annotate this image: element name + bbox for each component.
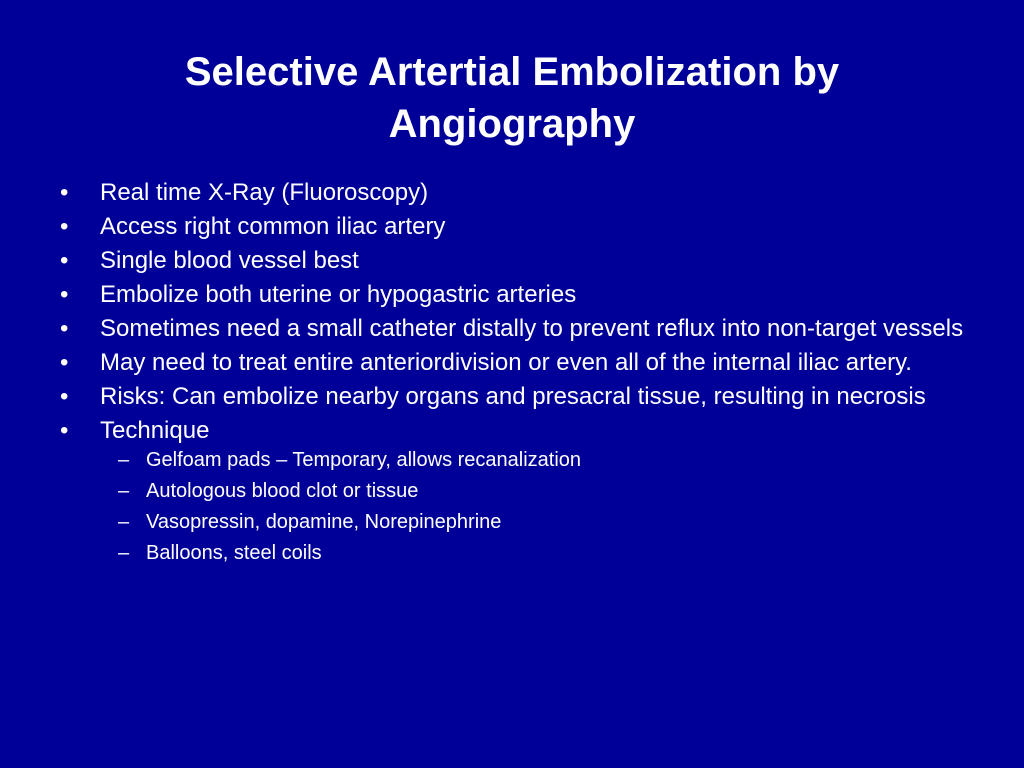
bullet-item xyxy=(58,316,968,341)
bullet-item xyxy=(58,248,968,273)
sub-bullet-text: Autologous blood clot or tissue xyxy=(146,480,419,502)
bullet-item xyxy=(58,384,968,409)
sub-bullet-marker: – xyxy=(118,449,130,471)
bullet-marker: • xyxy=(60,179,69,206)
sub-bullet-marker: – xyxy=(118,542,130,564)
slide-title xyxy=(60,46,964,150)
sub-bullet-item xyxy=(100,510,968,534)
sub-bullet-list xyxy=(100,448,968,565)
bullet-text: Access right common iliac artery xyxy=(100,213,446,240)
sub-bullet-item xyxy=(100,541,968,565)
bullet-marker: • xyxy=(60,417,69,444)
bullet-list xyxy=(58,180,968,565)
sub-bullet-text: Gelfoam pads – Temporary, allows recanalization xyxy=(146,449,582,471)
slide-title-line-1: Selective Artertial Embolization by xyxy=(184,50,840,94)
sub-bullet-item xyxy=(100,479,968,503)
bullet-item xyxy=(58,350,968,375)
bullet-item xyxy=(58,180,968,205)
bullet-item xyxy=(58,282,968,307)
bullet-item xyxy=(58,214,968,239)
bullet-marker: • xyxy=(60,281,69,308)
bullet-text: Embolize both uterine or hypogastric arteries xyxy=(100,281,577,308)
bullet-marker: • xyxy=(60,383,69,410)
sub-bullet-item xyxy=(100,448,968,472)
slide-body xyxy=(58,180,968,574)
sub-bullet-marker: – xyxy=(118,511,130,533)
bullet-text: Sometimes need a small catheter distally to prevent reflux into non-target vessels xyxy=(100,315,964,342)
bullet-text: Single blood vessel best xyxy=(100,247,359,274)
bullet-text: May need to treat entire anteriordivision or even all of the internal iliac artery. xyxy=(100,349,912,376)
bullet-item-technique xyxy=(58,418,968,565)
sub-bullet-text: Balloons, steel coils xyxy=(146,542,322,564)
bullet-marker: • xyxy=(60,247,69,274)
bullet-marker: • xyxy=(60,213,69,240)
bullet-marker: • xyxy=(60,315,69,342)
bullet-text: Risks: Can embolize nearby organs and presacral tissue, resulting in necrosis xyxy=(100,383,926,410)
bullet-text: Real time X-Ray (Fluoroscopy) xyxy=(100,179,429,206)
bullet-text: Technique xyxy=(100,417,210,444)
sub-bullet-text: Vasopressin, dopamine, Norepinephrine xyxy=(146,511,502,533)
bullet-marker: • xyxy=(60,349,69,376)
slide-title-line-2: Angiography xyxy=(388,102,636,146)
sub-bullet-marker: – xyxy=(118,480,130,502)
